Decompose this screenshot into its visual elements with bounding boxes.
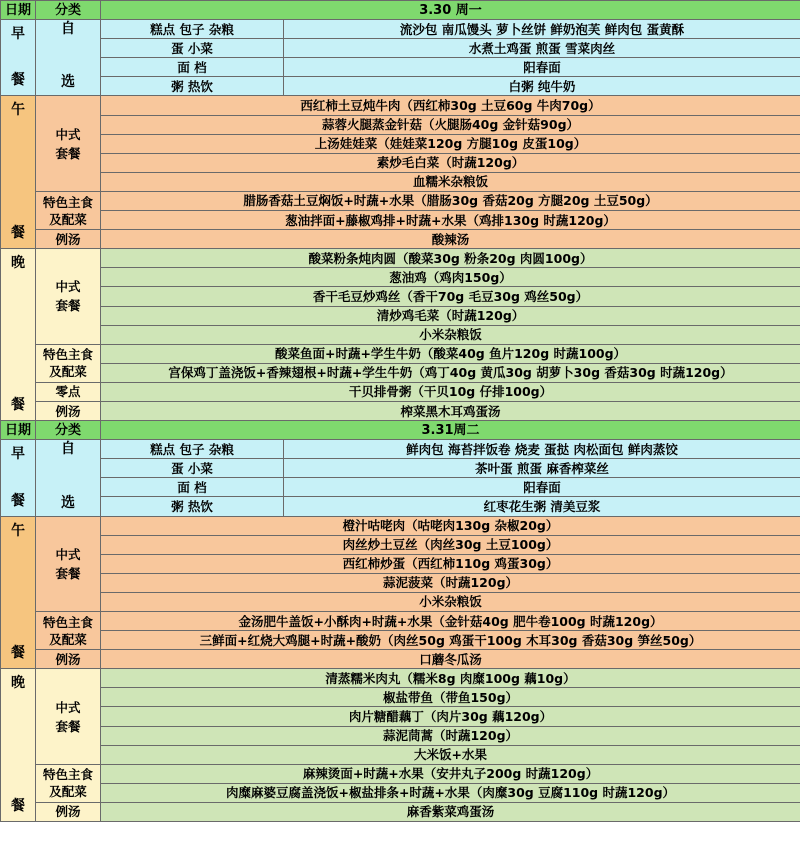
breakfast-type: 糕点 包子 杂粮 bbox=[101, 440, 284, 459]
dish-item: 清炒鸡毛菜（时蔬120g） bbox=[101, 306, 800, 325]
special-dish-item: 酸菜鱼面+时蔬+学生牛奶（酸菜40g 鱼片120g 时蔬100g） bbox=[101, 344, 800, 363]
lunch-row bbox=[1, 573, 800, 592]
dish-item: 小米杂粮饭 bbox=[101, 592, 800, 611]
lunch-row bbox=[1, 96, 800, 115]
meal-label-bottom: 餐 bbox=[11, 798, 25, 815]
category-soup: 例汤 bbox=[36, 401, 101, 420]
breakfast-row bbox=[1, 58, 800, 77]
category-special-staple-line-2: 及配菜 bbox=[49, 631, 87, 647]
category-soup: 例汤 bbox=[36, 650, 101, 669]
meal-label-dinner bbox=[1, 669, 36, 822]
category-special-staple-line-2: 及配菜 bbox=[49, 364, 87, 380]
breakfast-type: 面 档 bbox=[101, 478, 284, 497]
soup-item: 麻香紫菜鸡蛋汤 bbox=[101, 802, 800, 821]
day-header-row bbox=[1, 1, 800, 20]
soup-item: 酸辣汤 bbox=[101, 230, 800, 249]
dish-item: 肉丝炒土豆丝（肉丝30g 土豆100g） bbox=[101, 535, 800, 554]
meal-label-bottom: 餐 bbox=[11, 492, 25, 509]
category-special-staple bbox=[36, 764, 101, 802]
meal-label-dinner bbox=[1, 249, 36, 421]
dinner-row bbox=[1, 726, 800, 745]
dinner-row bbox=[1, 764, 800, 783]
category-set-meal-line-1: 中式 bbox=[55, 279, 81, 295]
dinner-row bbox=[1, 268, 800, 287]
dish-item: 葱油鸡（鸡肉150g） bbox=[101, 268, 800, 287]
category-set-meal-line-2: 套餐 bbox=[55, 145, 81, 161]
special-dish-item: 三鲜面+红烧大鸡腿+时蔬+酸奶（肉丝50g 鸡蛋干100g 木耳30g 香菇30g 笋丝50g） bbox=[101, 631, 800, 650]
lunch-row bbox=[1, 650, 800, 669]
header-date: 3.31周二 bbox=[101, 421, 800, 440]
dinner-row bbox=[1, 745, 800, 764]
breakfast-items: 阳春面 bbox=[284, 478, 800, 497]
lunch-row bbox=[1, 115, 800, 134]
breakfast-items: 白粥 纯牛奶 bbox=[284, 77, 800, 96]
dish-item: 西红柿炒蛋（西红柿110g 鸡蛋30g） bbox=[101, 554, 800, 573]
soup-item: 口蘑冬瓜汤 bbox=[101, 650, 800, 669]
lunch-row bbox=[1, 134, 800, 153]
meal-label-lunch bbox=[1, 96, 36, 249]
lunch-row bbox=[1, 211, 800, 230]
meal-label-top: 午 bbox=[11, 102, 25, 119]
meal-label-bottom: 餐 bbox=[11, 397, 25, 414]
dish-item: 素炒毛白菜（时蔬120g） bbox=[101, 153, 800, 172]
meal-label-breakfast bbox=[1, 440, 36, 516]
breakfast-row bbox=[1, 20, 800, 39]
meal-label-bottom: 餐 bbox=[11, 225, 25, 242]
dish-item: 肉片糖醋藕丁（肉片30g 藕120g） bbox=[101, 707, 800, 726]
special-dish-item: 麻辣烫面+时蔬+水果（安井丸子200g 时蔬120g） bbox=[101, 764, 800, 783]
dish-item: 大米饭+水果 bbox=[101, 745, 800, 764]
meal-label-top: 晚 bbox=[11, 255, 25, 272]
meal-label-top: 晚 bbox=[11, 675, 25, 692]
dinner-row bbox=[1, 401, 800, 420]
category-special-staple-line-1: 特色主食 bbox=[42, 614, 93, 630]
breakfast-row bbox=[1, 478, 800, 497]
breakfast-items: 鲜肉包 海苔拌饭卷 烧麦 蛋挞 肉松面包 鲜肉蒸饺 bbox=[284, 440, 800, 459]
meal-label-bottom: 餐 bbox=[11, 72, 25, 89]
category-snack: 零点 bbox=[36, 382, 101, 401]
special-dish-item: 葱油拌面+藤椒鸡排+时蔬+水果（鸡排130g 时蔬120g） bbox=[101, 211, 800, 230]
category-set-meal bbox=[36, 516, 101, 611]
category-set-meal bbox=[36, 249, 101, 344]
lunch-row bbox=[1, 612, 800, 631]
dinner-row bbox=[1, 707, 800, 726]
lunch-row bbox=[1, 230, 800, 249]
category-label-bottom: 选 bbox=[61, 494, 75, 511]
meal-label-lunch bbox=[1, 516, 36, 669]
dish-item: 清蒸糯米肉丸（糯米8g 肉糜100g 藕10g） bbox=[101, 669, 800, 688]
lunch-row bbox=[1, 191, 800, 210]
dish-item: 血糯米杂粮饭 bbox=[101, 172, 800, 191]
breakfast-items: 茶叶蛋 煎蛋 麻香榨菜丝 bbox=[284, 459, 800, 478]
category-set-meal-line-1: 中式 bbox=[55, 126, 81, 142]
breakfast-type: 粥 热饮 bbox=[101, 77, 284, 96]
category-special-staple-line-1: 特色主食 bbox=[42, 767, 93, 783]
breakfast-type: 粥 热饮 bbox=[101, 497, 284, 516]
category-special-staple-line-1: 特色主食 bbox=[42, 194, 93, 210]
breakfast-type: 糕点 包子 杂粮 bbox=[101, 20, 284, 39]
category-set-meal bbox=[36, 96, 101, 191]
dinner-row bbox=[1, 382, 800, 401]
dinner-row bbox=[1, 669, 800, 688]
breakfast-row bbox=[1, 77, 800, 96]
meal-label-bottom: 餐 bbox=[11, 645, 25, 662]
header-date-label: 日期 bbox=[1, 421, 36, 440]
lunch-row bbox=[1, 535, 800, 554]
category-set-meal-line-2: 套餐 bbox=[55, 565, 81, 581]
dinner-row bbox=[1, 783, 800, 802]
dish-item: 西红柿土豆炖牛肉（西红柿30g 土豆60g 牛肉70g） bbox=[101, 96, 800, 115]
breakfast-type: 蛋 小菜 bbox=[101, 39, 284, 58]
dish-item: 橙汁咕咾肉（咕咾肉130g 杂椒20g） bbox=[101, 516, 800, 535]
header-date: 3.30 周一 bbox=[101, 1, 800, 20]
lunch-row bbox=[1, 554, 800, 573]
breakfast-row bbox=[1, 459, 800, 478]
category-special-staple bbox=[36, 612, 101, 650]
breakfast-items: 流沙包 南瓜馒头 萝卜丝饼 鲜奶泡芙 鲜肉包 蛋黄酥 bbox=[284, 20, 800, 39]
category-special-staple-line-2: 及配菜 bbox=[49, 211, 87, 227]
category-self-select bbox=[36, 440, 101, 516]
category-soup: 例汤 bbox=[36, 802, 101, 821]
category-soup: 例汤 bbox=[36, 230, 101, 249]
lunch-row bbox=[1, 172, 800, 191]
category-label-top: 自 bbox=[61, 21, 75, 38]
dish-item: 小米杂粮饭 bbox=[101, 325, 800, 344]
category-label-bottom: 选 bbox=[61, 74, 75, 91]
meal-label-breakfast bbox=[1, 20, 36, 96]
category-set-meal-line-1: 中式 bbox=[55, 546, 81, 562]
dish-item: 酸菜粉条炖肉圆（酸菜30g 粉条20g 肉圆100g） bbox=[101, 249, 800, 268]
dinner-row bbox=[1, 802, 800, 821]
dinner-row bbox=[1, 249, 800, 268]
header-category-label: 分类 bbox=[36, 1, 101, 20]
meal-label-top: 午 bbox=[11, 522, 25, 539]
lunch-row bbox=[1, 592, 800, 611]
category-special-staple bbox=[36, 191, 101, 229]
category-set-meal-line-2: 套餐 bbox=[55, 718, 81, 734]
dinner-row bbox=[1, 344, 800, 363]
meal-label-top: 早 bbox=[11, 26, 25, 43]
breakfast-row bbox=[1, 497, 800, 516]
category-set-meal-line-2: 套餐 bbox=[55, 298, 81, 314]
special-dish-item: 金汤肥牛盖饭+小酥肉+时蔬+水果（金针菇40g 肥牛卷100g 时蔬120g） bbox=[101, 612, 800, 631]
soup-item: 榨菜黑木耳鸡蛋汤 bbox=[101, 401, 800, 420]
lunch-row bbox=[1, 631, 800, 650]
dinner-row bbox=[1, 325, 800, 344]
category-set-meal-line-1: 中式 bbox=[55, 699, 81, 715]
snack-item: 干贝排骨粥（干贝10g 仔排100g） bbox=[101, 382, 800, 401]
breakfast-row bbox=[1, 39, 800, 58]
dish-item: 蒜泥菠菜（时蔬120g） bbox=[101, 573, 800, 592]
dinner-row bbox=[1, 363, 800, 382]
dish-item: 上汤娃娃菜（娃娃菜120g 方腿10g 皮蛋10g） bbox=[101, 134, 800, 153]
dish-item: 蒜泥茼蒿（时蔬120g） bbox=[101, 726, 800, 745]
breakfast-type: 蛋 小菜 bbox=[101, 459, 284, 478]
dish-item: 椒盐带鱼（带鱼150g） bbox=[101, 688, 800, 707]
category-special-staple-line-2: 及配菜 bbox=[49, 784, 87, 800]
lunch-row bbox=[1, 516, 800, 535]
dish-item: 蒜蓉火腿蒸金针菇（火腿肠40g 金针菇90g） bbox=[101, 115, 800, 134]
dinner-row bbox=[1, 306, 800, 325]
category-set-meal bbox=[36, 669, 101, 764]
header-date-label: 日期 bbox=[1, 1, 36, 20]
dinner-row bbox=[1, 688, 800, 707]
breakfast-items: 红枣花生粥 清美豆浆 bbox=[284, 497, 800, 516]
category-special-staple bbox=[36, 344, 101, 382]
breakfast-items: 阳春面 bbox=[284, 58, 800, 77]
lunch-row bbox=[1, 153, 800, 172]
category-label-top: 自 bbox=[61, 441, 75, 458]
breakfast-row bbox=[1, 440, 800, 459]
header-category-label: 分类 bbox=[36, 421, 101, 440]
dish-item: 香干毛豆炒鸡丝（香干70g 毛豆30g 鸡丝50g） bbox=[101, 287, 800, 306]
breakfast-items: 水煮土鸡蛋 煎蛋 雪菜肉丝 bbox=[284, 39, 800, 58]
special-dish-item: 腊肠香菇土豆焖饭+时蔬+水果（腊肠30g 香菇20g 方腿20g 土豆50g） bbox=[101, 191, 800, 210]
breakfast-type: 面 档 bbox=[101, 58, 284, 77]
special-dish-item: 宫保鸡丁盖浇饭+香辣翅根+时蔬+学生牛奶（鸡丁40g 黄瓜30g 胡萝卜30g 香菇30g 时蔬120g） bbox=[101, 363, 800, 382]
special-dish-item: 肉糜麻婆豆腐盖浇饭+椒盐排条+时蔬+水果（肉糜30g 豆腐110g 时蔬120g） bbox=[101, 783, 800, 802]
category-self-select bbox=[36, 20, 101, 96]
day-header-row bbox=[1, 421, 800, 440]
dinner-row bbox=[1, 287, 800, 306]
category-special-staple-line-1: 特色主食 bbox=[42, 347, 93, 363]
meal-label-top: 早 bbox=[11, 446, 25, 463]
